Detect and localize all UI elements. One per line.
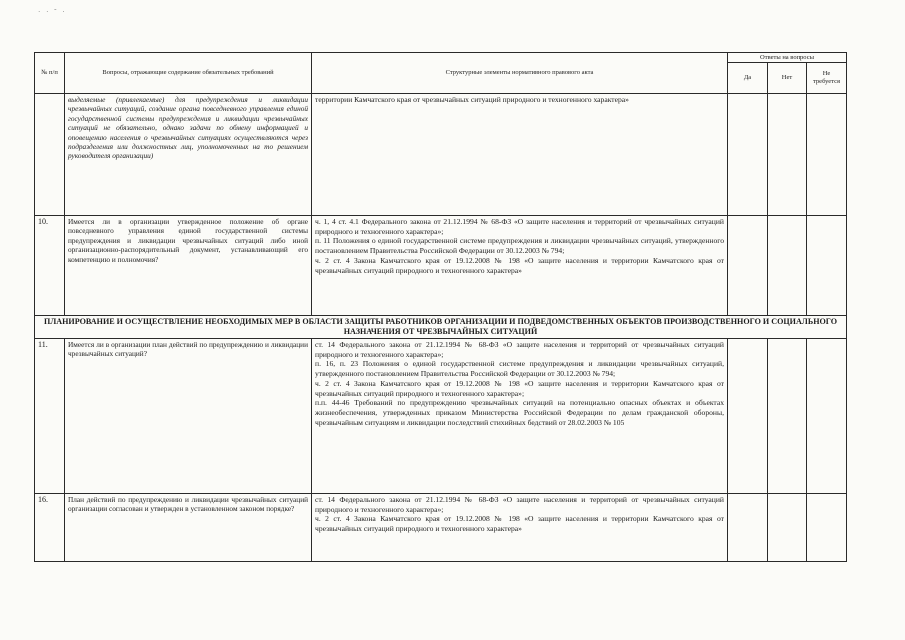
answer-not-required-cell[interactable] (807, 494, 847, 562)
answer-no-cell[interactable] (768, 339, 807, 494)
answer-not-required-cell[interactable] (807, 216, 847, 316)
source-line: ст. 14 Федерального закона от 21.12.1994 № 68-ФЗ «О защите населения и территорий от чрезвычайных ситуаций природного и техногенного характера»; (315, 495, 724, 514)
answer-yes-cell[interactable] (728, 94, 768, 216)
source-line: п. 11 Положения о единой государственной системе предупреждения и ликвидации чрезвычайных ситуаций, утвержденного постановлением Правительства Российской Федерации от 30.12.2003 № 794; (315, 236, 724, 256)
source-line: ч. 2 ст. 4 Закона Камчатского края от 19.12.2008 № 198 «О защите населения и территории Камчатского края от чрезвычайных ситуаций природного и техногенного характера»; (315, 378, 724, 398)
row-number: 11. (35, 339, 65, 494)
source-line: п. 16, п. 23 Положения о единой государственной системе предупреждения и ликвидации чрезвычайных ситуаций, утвержденного постановлением Правительства Российской Федерации от 30.12.2003 № 794; (315, 359, 724, 379)
col-header-yes: Да (728, 63, 768, 94)
source-line: ст. 14 Федерального закона от 21.12.1994 № 68-ФЗ «О защите населения и территорий от чрезвычайных ситуаций природного и техногенного характера»; (315, 340, 724, 359)
col-header-question: Вопросы, отражающие содержание обязательных требований (65, 53, 312, 94)
row-source (312, 339, 728, 494)
answer-no-cell[interactable] (768, 494, 807, 562)
checklist-table (34, 52, 847, 562)
answer-no-cell[interactable] (768, 216, 807, 316)
answer-no-cell[interactable] (768, 94, 807, 216)
answer-not-required-cell[interactable] (807, 339, 847, 494)
row-number: 10. (35, 216, 65, 316)
source-line: ч. 2 ст. 4 Закона Камчатского края от 19.12.2008 № 198 «О защите населения и территории Камчатского края от чрезвычайных ситуаций природного и техногенного характера» (315, 255, 724, 275)
answer-yes-cell[interactable] (728, 494, 768, 562)
source-line: ч. 1, 4 ст. 4.1 Федерального закона от 21.12.1994 № 68-ФЗ «О защите населения и территорий от чрезвычайных ситуаций природного и техногенного характера»; (315, 217, 724, 236)
table-row (35, 339, 847, 494)
section-row (35, 316, 847, 339)
scan-speck: · · ˜ · (38, 8, 67, 16)
col-header-num: № п/п (35, 53, 65, 94)
row-number (35, 94, 65, 216)
row-question: Имеется ли в организации утвержденное положение об органе повседневного управления единой государственной системы предупреждения и ликвидации чрезвычайных ситуаций либо иной организационно-распорядительный документ, устанавливающий его компетенцию и полномочия? (65, 216, 312, 316)
col-header-not-required: Не требуется (807, 63, 847, 94)
col-header-no: Нет (768, 63, 807, 94)
row-source (312, 494, 728, 562)
row-question: Имеется ли в организации план действий по предупреждению и ликвидации чрезвычайных ситуаций? (65, 339, 312, 494)
row-source (312, 216, 728, 316)
source-line: территории Камчатского края от чрезвычайных ситуаций природного и техногенного характера» (315, 95, 629, 104)
col-header-answers: Ответы на вопросы (728, 53, 847, 63)
answer-not-required-cell[interactable] (807, 94, 847, 216)
answer-yes-cell[interactable] (728, 339, 768, 494)
col-header-structure: Структурные элементы нормативного правового акта (312, 53, 728, 94)
answer-yes-cell[interactable] (728, 216, 768, 316)
row-number: 16. (35, 494, 65, 562)
source-line: п.п. 44-46 Требований по предупреждению чрезвычайных ситуаций на потенциально опасных объектах и объектах жизнеобеспечения, утвержденных приказом Министерства Российской Федерации по делам гражданской обороны, чрезвычайным ситуациям и ликвидации последствий стихийных бедствий от 28.02.2003 № 105 (315, 398, 724, 427)
row-question: План действий по предупреждению и ликвидации чрезвычайных ситуаций организации согласован и утвержден в установленном законом порядке? (65, 494, 312, 562)
table-row (35, 216, 847, 316)
section-title: ПЛАНИРОВАНИЕ И ОСУЩЕСТВЛЕНИЕ НЕОБХОДИМЫХ МЕР В ОБЛАСТИ ЗАЩИТЫ РАБОТНИКОВ ОРГАНИЗАЦИИ И ПОДВЕДОМСТВЕННЫХ ОБЪЕКТОВ ПРОИЗВОДСТВЕННОГО И СОЦИАЛЬНОГО НАЗНАЧЕНИЯ ОТ ЧРЕЗВЫЧАЙНЫХ СИТУАЦИЙ (35, 316, 847, 339)
row-source (312, 94, 728, 216)
table-row (35, 94, 847, 216)
row-question: выделяемые (привлекаемые) для предупреждения и ликвидации чрезвычайных ситуаций, создание органа повседневного управления единой государственной системы предупреждения и ликвидации чрезвычайных ситуаций не обязательно, однако задачи по обмену информацией и оповещению населения о чрезвычайных ситуациях осуществляются через подразделения или должностных лиц, уполномоченных на то решением руководителя организации) (65, 94, 312, 216)
table-row (35, 494, 847, 562)
source-line: ч. 2 ст. 4 Закона Камчатского края от 19.12.2008 № 198 «О защите населения и территории Камчатского края от чрезвычайных ситуаций природного и техногенного характера» (315, 514, 724, 534)
